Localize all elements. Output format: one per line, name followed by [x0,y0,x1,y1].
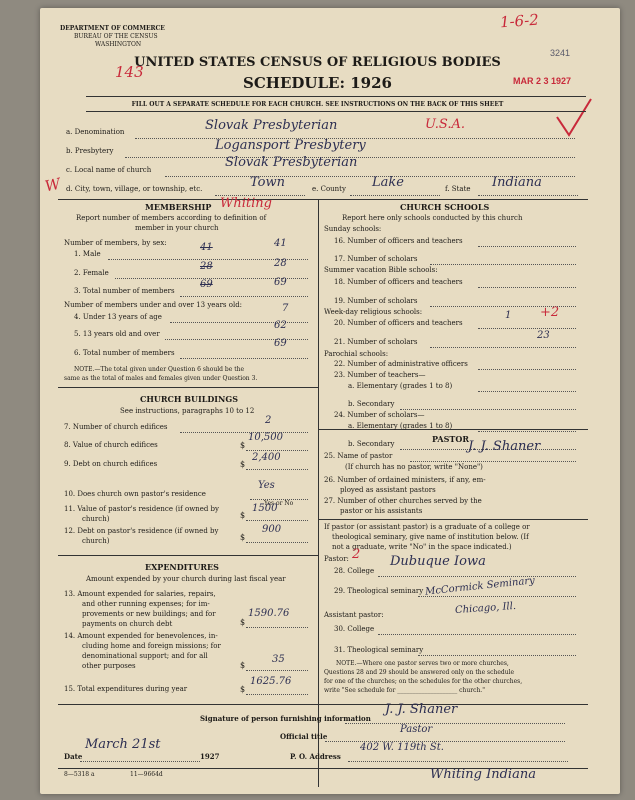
date-year: 1927 [200,752,220,761]
schedule-title: SCHEDULE: 1926 [243,74,392,92]
q12-label-a: 12. Debt on pastor's residence (if owned by [64,527,219,535]
q6-label: 6. Total number of members [74,349,175,357]
schools-heading: CHURCH SCHOOLS [400,202,490,212]
q12-dollar: $ [240,533,246,542]
bureau: BUREAU OF THE CENSUS [74,33,158,40]
q8-dollar: $ [240,441,246,450]
q2-value: 28 [274,258,287,269]
q27-label-a: 27. Number of other churches served by the [324,497,482,505]
q15-value: 1625.76 [250,676,292,687]
q9-dollar: $ [240,460,246,469]
q14-value: 35 [272,654,285,665]
by-sex-label: Number of members, by sex: [64,239,167,247]
membership-note2: same as the total of males and females given under Question 3. [64,375,258,382]
q5-label: 5. 13 years old and over [74,330,160,338]
q29-value-2: Chicago, Ill. [454,600,517,617]
q22-label: 22. Number of administrative officers [334,360,468,368]
q26-label-b: ployed as assistant pastors [340,486,436,494]
q20-label: 20. Number of officers and teachers [334,319,463,327]
q25-label: 25. Name of pastor [324,452,393,460]
q25-value: J. J. Shaner [468,439,541,454]
pastor-note2: Questions 28 and 29 should be answered only on the schedule [324,669,515,676]
q15-label: 15. Total expenditures during year [64,685,188,693]
q14-label-c: denominational support; and for all [82,652,208,660]
red-number: 143 [115,63,144,81]
q12-value: 900 [262,524,282,535]
q1-struck: 41 [200,242,213,253]
presbytery-label: b. Presbytery [66,147,114,155]
county-label: e. County [312,185,346,193]
q28-value: Dubuque Iowa [390,554,486,569]
denomination-value: Slovak Presbyterian [205,118,338,133]
q13-value: 1590.76 [248,608,290,619]
q14-label-a: 14. Amount expended for benevolences, in- [64,632,218,640]
pastor-heading: PASTOR [432,434,469,444]
q13-label-c: provements or new buildings; and for [82,610,216,618]
q9-label: 9. Debt on church edifices [64,460,158,468]
q4-label: 4. Under 13 years of age [74,313,162,321]
pastor-sub-label: Pastor: [324,555,349,563]
presbytery-value: Logansport Presbytery [215,138,366,153]
q30-label: 30. College [334,625,375,633]
q21-value: 23 [537,330,550,341]
q1-label: 1. Male [74,250,101,258]
denomination-label: a. Denomination [66,128,125,136]
q29-value: McCormick Seminary [424,575,536,598]
q7-label: 7. Number of church edifices [64,423,168,431]
assistant-label: Assistant pastor: [324,611,384,619]
age-label: Number of members under and over 13 years old: [64,301,243,309]
pastor-note1: NOTE.—Where one pastor serves two or more churches, [336,660,509,667]
q10-label: 10. Does church own pastor's residence [64,490,206,498]
q5-value: 62 [274,320,287,331]
q23b-label: b. Secondary [348,400,395,408]
q15-dollar: $ [240,685,246,694]
q13-label-a: 13. Amount expended for salaries, repairs, [64,590,216,598]
grad-line2: theological seminary, give name of institution below. (If [332,533,529,541]
q13-dollar: $ [240,618,246,627]
q25-hint: (If church has no pastor, write "None") [345,463,483,471]
po-address-label: P. O. Address [290,752,341,761]
q11-dollar: $ [240,511,246,520]
q23-label: 23. Number of teachers— [334,371,426,379]
q21-label: 21. Number of scholars [334,338,418,346]
schools-sub: Report here only schools conducted by this church [342,214,523,222]
q13-label-d: payments on church debt [82,620,173,628]
q8-value: 10,500 [248,432,283,443]
po-address-value-2: Whiting Indiana [430,767,536,782]
q8-label: 8. Value of church edifices [64,441,158,449]
membership-heading: MEMBERSHIP [145,202,212,212]
q24b-label: b. Secondary [348,440,395,448]
q7-value: 2 [265,415,272,426]
county-value: Lake [372,175,404,190]
q18-label: 18. Number of officers and teachers [334,278,463,286]
sunday-label: Sunday schools: [324,225,382,233]
q2-struck: 28 [200,261,213,272]
q3-struck: 69 [200,279,213,290]
instruction-line: FILL OUT A SEPARATE SCHEDULE FOR EACH CHURCH. SEE INSTRUCTIONS ON THE BACK OF THIS SHEET [131,101,504,108]
q26-label-a: 26. Number of ordained ministers, if any, em- [324,476,486,484]
q23a-label: a. Elementary (grades 1 to 8) [348,382,453,390]
grad-line1: If pastor (or assistant pastor) is a graduate of a college or [324,523,530,531]
denomination-red: U.S.A. [425,117,465,132]
q14-label-d: other purposes [82,662,136,670]
buildings-heading: CHURCH BUILDINGS [140,394,238,404]
q24a-label: a. Elementary (grades 1 to 8) [348,422,453,430]
q10-hint: Yes or No [264,500,294,507]
city-label: d. City, town, village, or township, etc. [66,185,203,193]
q13-label-b: and other running expenses; for im- [82,600,210,608]
pastor-note3: for one of the churches; on the schedules for the other churches, [324,678,523,685]
signature-label: Signature of person furnishing information [200,714,371,723]
buildings-sub: See instructions, paragraphs 10 to 12 [120,407,255,415]
date-value: March 21st [85,737,161,752]
q27-label-b: pastor or his assistants [340,507,423,515]
q28-label: 28. College [334,567,375,575]
local-name-value: Slovak Presbyterian [225,155,358,170]
weekday-label: Week-day religious schools: [324,308,423,316]
membership-note1: NOTE.—The total given under Question 6 should be the [74,366,245,373]
q2-label: 2. Female [74,269,109,277]
form-number-2: 11—9664d [130,771,163,778]
stamp-date: MAR 2 3 1927 [513,76,572,86]
summer-label: Summer vacation Bible schools: [324,266,438,274]
q17-label: 17. Number of scholars [334,255,418,263]
q10-value: Yes [258,480,275,491]
q11-label-a: 11. Value of pastor's residence (if owned by [64,505,219,513]
q12-label-b: church) [82,537,110,545]
parochial-label: Parochial schools: [324,350,389,358]
form-number: 8—5318 a [64,771,95,778]
q11-value: 1500 [252,503,278,514]
q11-label-b: church) [82,515,110,523]
q14-label-b: cluding home and foreign missions; for [82,642,221,650]
state-label: f. State [445,185,471,193]
official-title-label: Official title [280,732,328,741]
date-label: Date [64,752,83,761]
form-title: UNITED STATES CENSUS OF RELIGIOUS BODIES [134,55,501,70]
q3-label: 3. Total number of members [74,287,175,295]
local-name-label: c. Local name of church [66,166,152,174]
red-code-top: 1-6-2 [499,10,540,32]
stamp-number: 3241 [550,48,571,58]
margin-red-mark: W [43,174,63,196]
q19-label: 19. Number of scholars [334,297,418,305]
q24-label: 24. Number of scholars— [334,411,425,419]
q1-value: 41 [274,238,287,249]
membership-sub2: member in your church [135,224,219,232]
grad-line3: not a graduate, write "No" in the space indicated.) [332,543,512,551]
q31-label: 31. Theological seminary [334,646,424,654]
expenditures-heading: EXPENDITURES [145,562,219,572]
expenditures-sub: Amount expended by your church during last fiscal year [86,575,286,583]
q6-value: 69 [274,338,287,349]
q16-label: 16. Number of officers and teachers [334,237,463,245]
q20-red: +2 [540,305,560,320]
pastor-red-mark: 2 [352,547,361,562]
q3-value: 69 [274,277,287,288]
q29-label: 29. Theological seminary [334,587,424,595]
pastor-note4: write "See schedule for ____________________ church." [324,687,485,694]
city-value: Town [250,175,285,190]
q14-dollar: $ [240,661,246,670]
city-washington: WASHINGTON [95,41,142,48]
membership-red: Whiting [220,196,272,211]
state-value: Indiana [492,175,542,190]
official-title-value: Pastor [400,724,433,735]
membership-sub1: Report number of members according to definition of [76,214,267,222]
q9-value: 2,400 [252,452,281,463]
department: DEPARTMENT OF COMMERCE [60,25,165,32]
q20-value: 1 [505,310,512,321]
q4-value: 7 [282,303,289,314]
signature-value: J. J. Shaner [385,702,458,717]
po-address-value: 402 W. 119th St. [360,742,444,753]
